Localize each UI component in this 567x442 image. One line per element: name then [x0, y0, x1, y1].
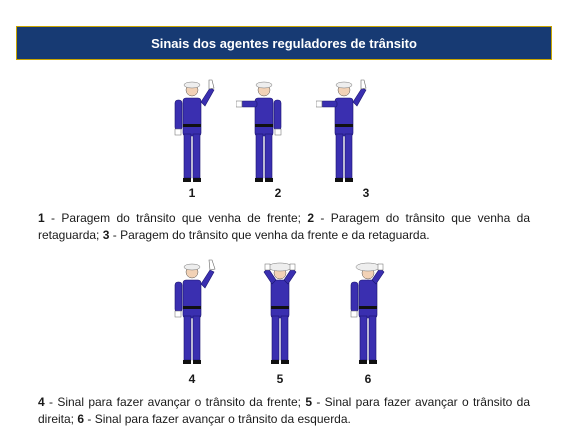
figure-number-6: 6	[364, 372, 372, 386]
figure-number-3: 3	[362, 186, 370, 200]
officer-figure-3	[316, 76, 372, 188]
caption-signals-1-3: 1 - Paragem do trânsito que venha de frente; 2 - Paragem do trânsito que venha da retaguarda; 3 - Paragem do trânsito que venha da frente e da retaguarda.	[38, 211, 530, 242]
caption-signals-4-6: 4 - Sinal para fazer avançar o trânsito da frente; 5 - Sinal para fazer avançar o trânsito da direita; 6 - Sinal para fazer avançar o trânsito da esquerda.	[38, 395, 530, 426]
officer-figure-5	[252, 258, 308, 370]
officer-figure-4	[164, 258, 220, 370]
officer-figure-1	[164, 76, 220, 188]
section-title: Sinais dos agentes reguladores de trânsito	[151, 35, 417, 51]
figure-number-2: 2	[274, 186, 282, 200]
figure-number-4: 4	[188, 372, 196, 386]
officer-figure-2	[236, 76, 292, 188]
figure-number-5: 5	[276, 372, 284, 386]
figure-number-1: 1	[188, 186, 196, 200]
officer-figure-6	[340, 258, 396, 370]
section-header	[16, 26, 552, 60]
